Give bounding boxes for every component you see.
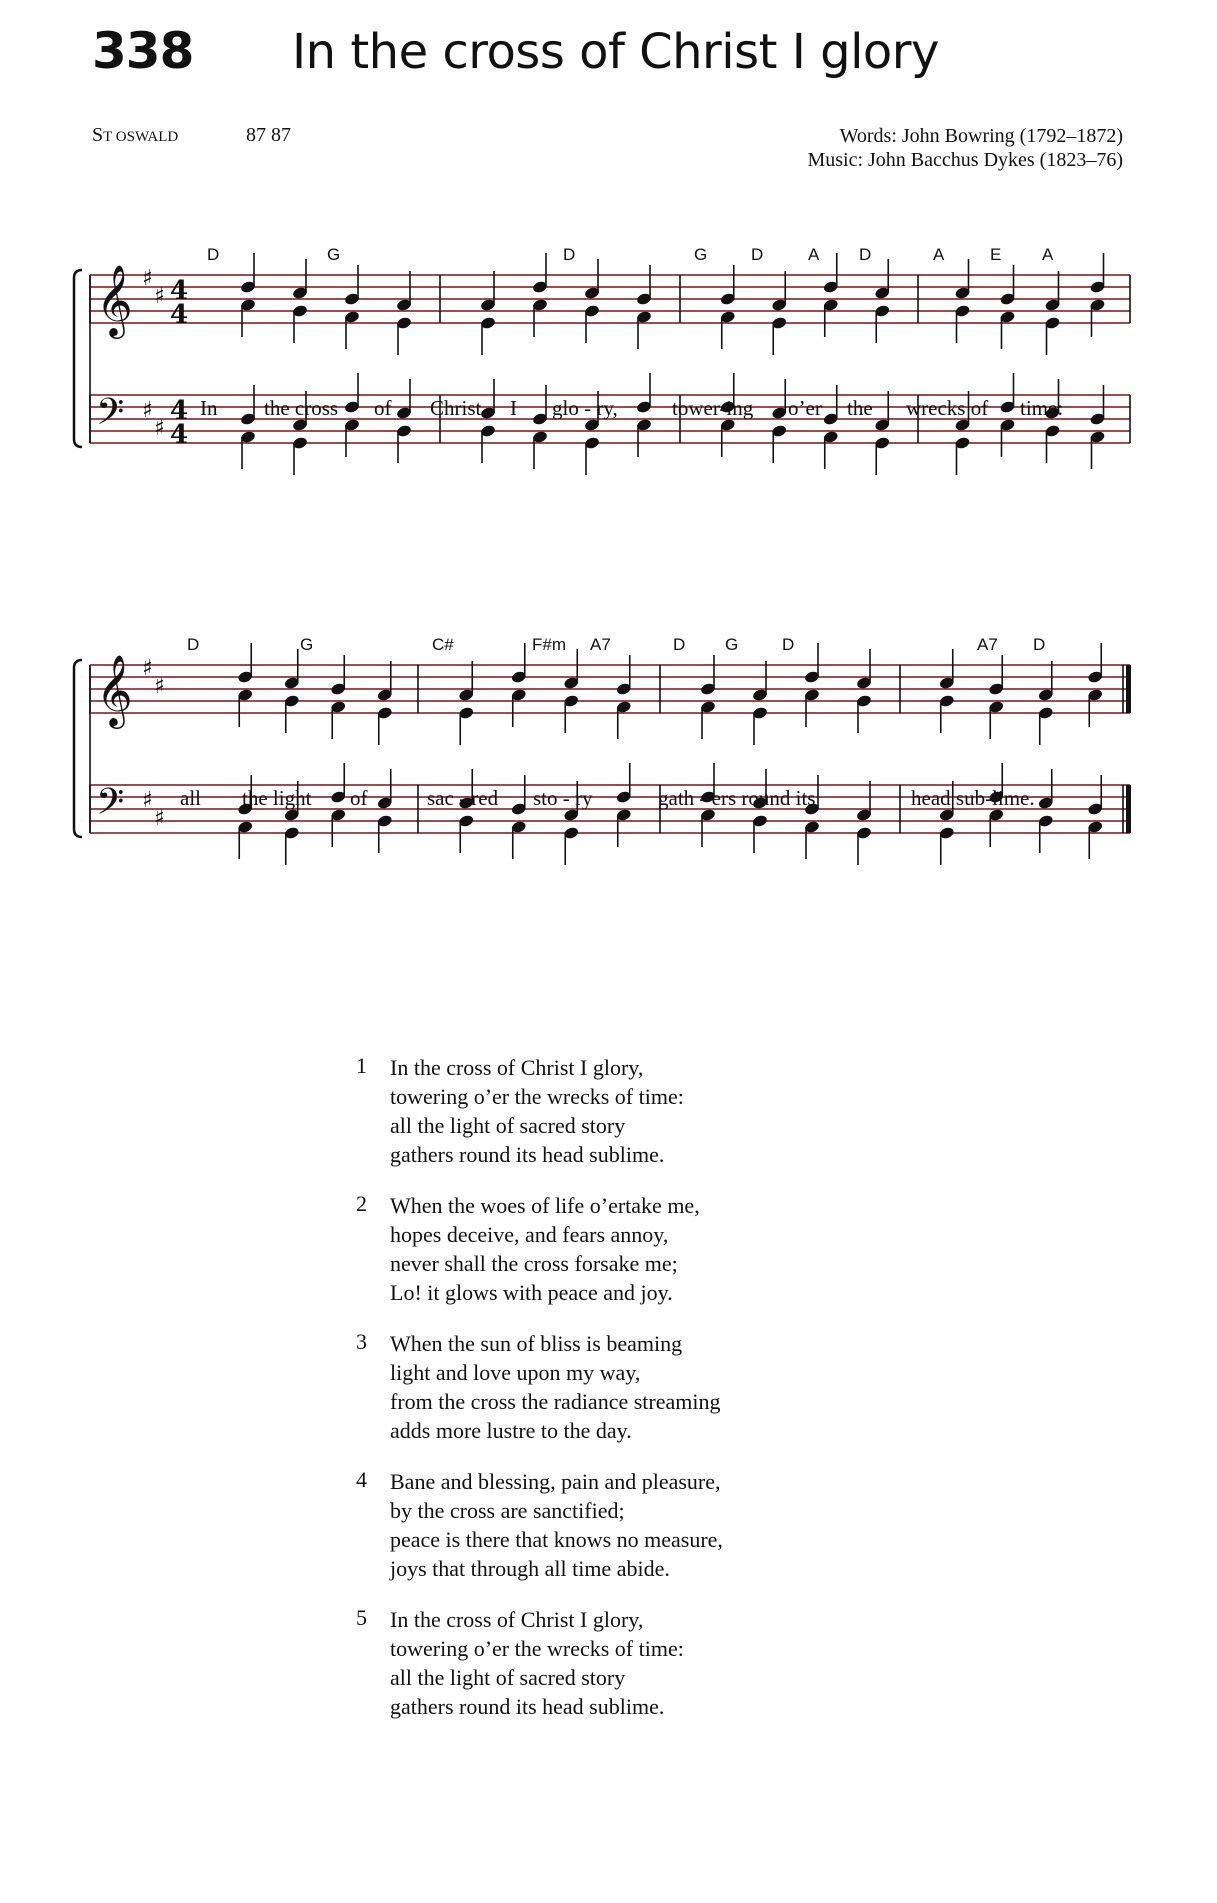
music-system-2	[0, 620, 1217, 950]
lyric-syllable: the	[847, 396, 873, 420]
verse-line: In the cross of Christ I glory,	[390, 1055, 644, 1080]
lyric-syllable: all	[180, 786, 201, 810]
chord-symbol: D	[187, 635, 200, 654]
chord-symbol: A	[1042, 245, 1054, 264]
chord-symbol: G	[327, 245, 341, 264]
verse-line: When the sun of bliss is beaming	[390, 1331, 683, 1356]
sharp-icon: ♯	[154, 674, 165, 699]
tune-name-rest: T OSWALD	[103, 129, 179, 145]
time-signature-icon: 4	[170, 276, 189, 306]
final-bar-line	[1126, 785, 1131, 833]
lyrics	[200, 396, 1063, 420]
credits	[807, 124, 1123, 172]
treble-clef-icon: 𝄞	[96, 263, 133, 336]
verse-number: 2	[356, 1191, 367, 1216]
sharp-icon: ♯	[142, 656, 153, 681]
verse-line: by the cross are sanctified;	[390, 1498, 625, 1523]
tune-name	[92, 124, 178, 147]
words-credit: Words: John Bowring (1792–1872)	[839, 125, 1123, 147]
verse	[356, 1605, 723, 1721]
chord-symbols	[187, 635, 1045, 654]
chord-symbol: D	[563, 245, 576, 264]
music-system-1	[0, 230, 1217, 560]
lyric-syllable: I	[510, 396, 517, 420]
time-signature-icon: 4	[170, 300, 189, 330]
sharp-icon: ♯	[154, 284, 165, 309]
lyric-syllable: glo - ry,	[552, 396, 618, 420]
chord-symbol: A	[808, 245, 820, 264]
chord-symbol: G	[300, 635, 314, 654]
chord-symbol: E	[990, 245, 1002, 264]
chord-symbol: D	[859, 245, 872, 264]
verse-line: light and love upon my way,	[390, 1360, 641, 1385]
verse-line: gathers round its head sublime.	[390, 1694, 665, 1719]
lyric-syllable: tower-ing	[672, 396, 754, 420]
chord-symbol: F#m	[532, 635, 566, 654]
verse-line: joys that through all time abide.	[390, 1556, 670, 1581]
verse	[356, 1053, 723, 1169]
verse	[356, 1467, 723, 1583]
sharp-icon: ♯	[142, 398, 153, 423]
chord-symbol: D	[1033, 635, 1046, 654]
final-bar-line	[1126, 665, 1131, 713]
staff-lines	[74, 253, 1130, 475]
verse-number: 4	[356, 1467, 367, 1492]
treble-clef-icon: 𝄞	[96, 653, 133, 726]
chord-symbol: G	[694, 245, 708, 264]
lyrics	[180, 786, 1035, 810]
verse-line: adds more lustre to the day.	[390, 1418, 632, 1443]
verse-line: from the cross the radiance streaming	[390, 1389, 721, 1414]
sharp-icon: ♯	[142, 788, 153, 813]
verse-line: Lo! it glows with peace and joy.	[390, 1280, 673, 1305]
system-bracket	[74, 660, 82, 837]
lyric-syllable: wrecks of	[906, 396, 989, 420]
verse	[356, 1191, 723, 1307]
chord-symbol: A	[933, 245, 945, 264]
verse-line: gathers round its head sublime.	[390, 1142, 665, 1167]
verse	[356, 1329, 723, 1445]
tune-name-initial: S	[92, 124, 104, 146]
lyric-syllable: time:	[1020, 396, 1064, 420]
chord-symbol: D	[751, 245, 764, 264]
verse-line: towering o’er the wrecks of time:	[390, 1636, 684, 1661]
lyric-syllable: of	[350, 786, 368, 810]
system-bracket	[74, 270, 82, 447]
chord-symbol: D	[673, 635, 686, 654]
verse-line: When the woes of life o’ertake me,	[390, 1193, 700, 1218]
lyric-syllable: sto - ry	[533, 786, 593, 810]
verse-line: all the light of sacred story	[390, 1113, 626, 1138]
chord-symbol: C#	[432, 635, 454, 654]
verse-line: hopes deceive, and fears annoy,	[390, 1222, 669, 1247]
verse-line: never shall the cross forsake me;	[390, 1251, 678, 1276]
sharp-icon: ♯	[142, 266, 153, 291]
lyric-syllable: the cross	[264, 396, 339, 420]
verse-number: 1	[356, 1053, 367, 1078]
lyric-syllable: head sub-lime.	[911, 786, 1035, 810]
verse-number: 3	[356, 1329, 367, 1354]
bass-clef-icon: 𝄢	[96, 391, 125, 442]
verse-number: 5	[356, 1605, 367, 1630]
chord-symbol: A7	[590, 635, 611, 654]
music-credit: Music: John Bacchus Dykes (1823–76)	[807, 149, 1123, 171]
chord-symbols	[207, 245, 1054, 264]
sharp-icon: ♯	[154, 806, 165, 831]
bass-clef-icon: 𝄢	[96, 781, 125, 832]
staff-lines	[74, 643, 1131, 865]
lyric-syllable: In	[200, 396, 218, 420]
sharp-icon: ♯	[154, 416, 165, 441]
hymn-number: 338	[92, 22, 194, 80]
lyric-syllable: the light	[242, 786, 312, 810]
time-signature-icon: 4	[170, 420, 189, 450]
chord-symbol: G	[725, 635, 739, 654]
verse-line: In the cross of Christ I glory,	[390, 1607, 644, 1632]
lyric-syllable: o’er	[788, 396, 822, 420]
verses	[356, 1053, 723, 1743]
chord-symbol: D	[207, 245, 220, 264]
lyric-syllable: Christ	[430, 396, 482, 420]
chord-symbol: A7	[977, 635, 998, 654]
lyric-syllable: of	[374, 396, 392, 420]
verse-line: all the light of sacred story	[390, 1665, 626, 1690]
lyric-syllable: sac - red	[427, 786, 499, 810]
verse-line: peace is there that knows no measure,	[390, 1527, 723, 1552]
meter: 87 87	[246, 124, 291, 146]
hymn-title: In the cross of Christ I glory	[292, 24, 939, 80]
lyric-syllable: gath - ers round its	[658, 786, 816, 810]
verse-line: Bane and blessing, pain and pleasure,	[390, 1469, 721, 1494]
time-signature-icon: 4	[170, 396, 189, 426]
chord-symbol: D	[782, 635, 795, 654]
verse-line: towering o’er the wrecks of time:	[390, 1084, 684, 1109]
